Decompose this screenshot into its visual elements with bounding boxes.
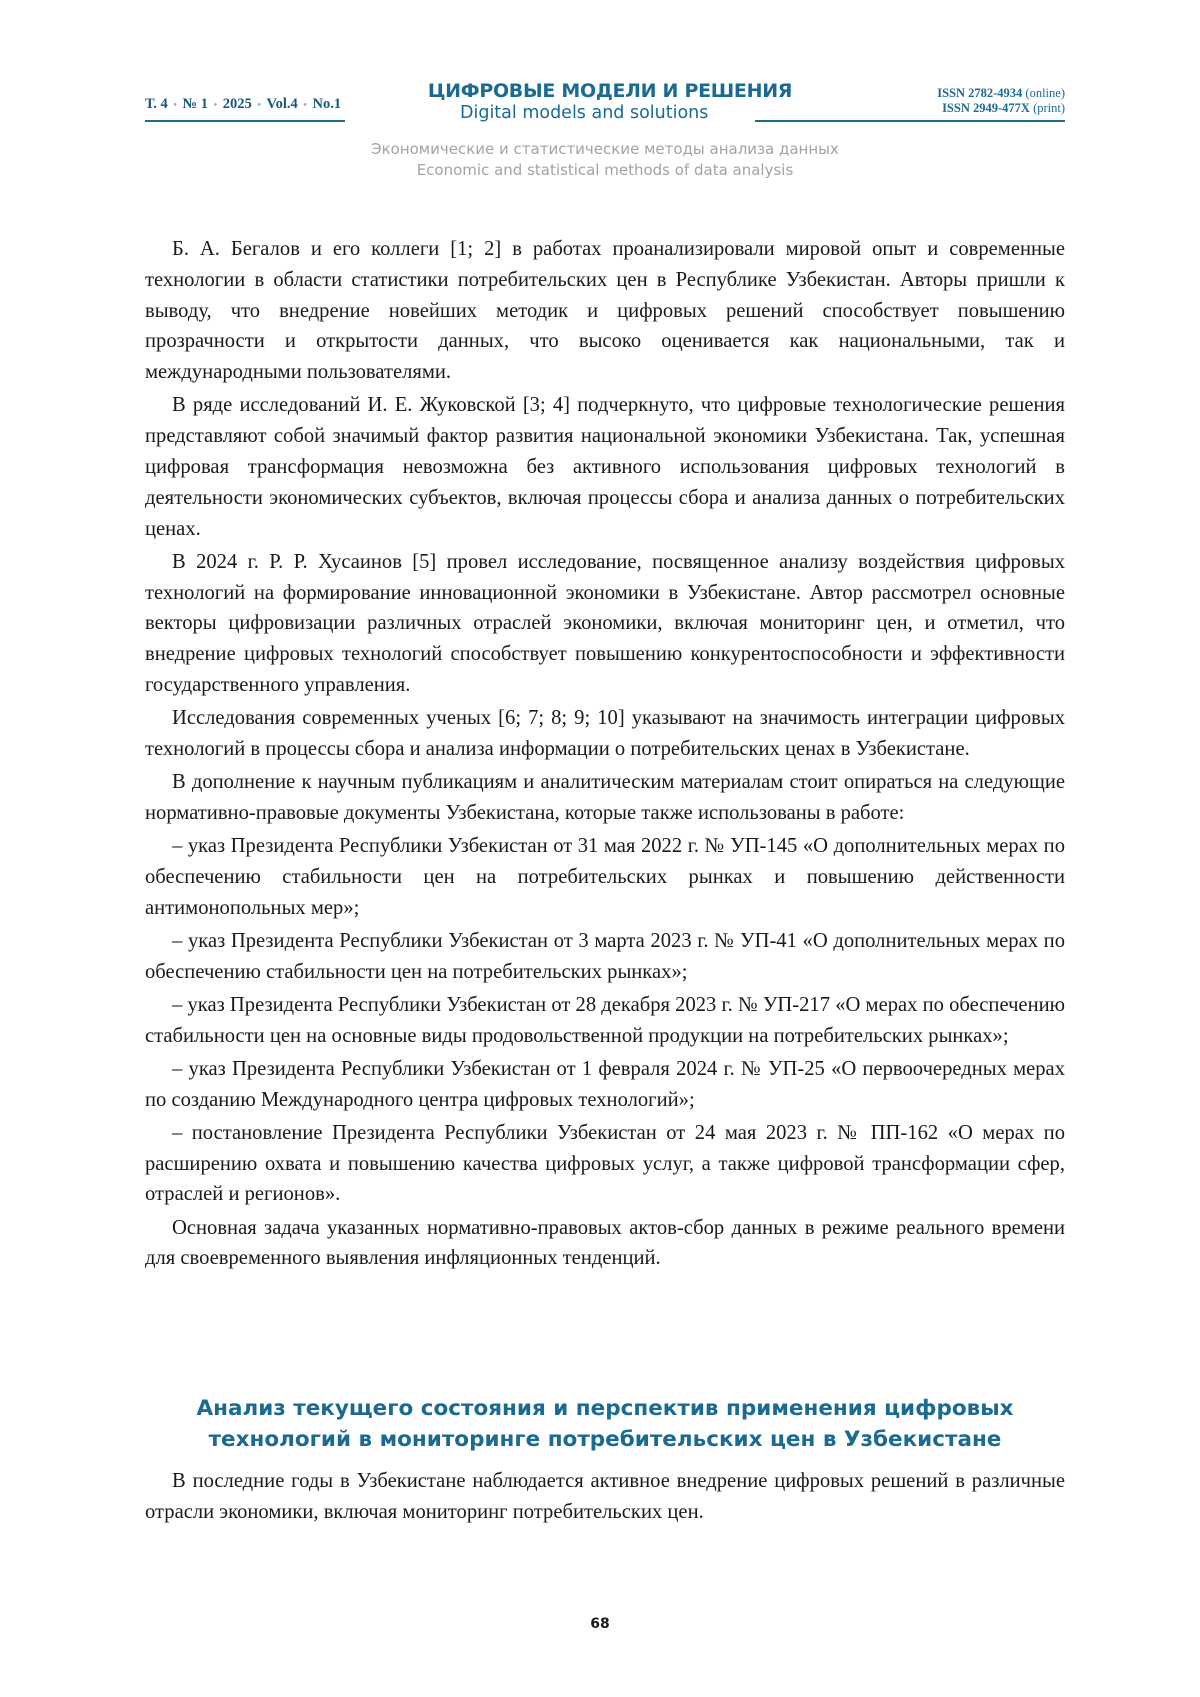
issn-block [937, 86, 1065, 116]
header-rule-left [145, 120, 345, 122]
paragraph: Исследования современных ученых [6; 7; 8; 9; 10] указывают на значимость интеграции цифровых технологий в процессы сбора и анализа информации о потребительских ценах в Узбекистане. [145, 707, 1065, 760]
paragraph: В 2024 г. Р. Р. Хусаинов [5] провел исследование, посвященное анализу воздействия цифровых технологий на формирование инновационной экономики в Узбекистане. Автор рассмотрел основные векторы цифровизации различных отраслей экономики, включая мониторинг цен, и отметил, что внедрение цифровых технологий способствует повышению конкурентоспособности и эффективности государственного управления. [145, 550, 1065, 696]
list-item: – постановление Президента Республики Узбекистан от 24 мая 2023 г. № ПП-162 «О мерах по расширению охвата и повышению качества цифровых услуг, а также цифровой трансформации сфер, отраслей и регионов». [145, 1121, 1065, 1206]
issn-print-number: ISSN 2949-477X [942, 101, 1030, 115]
journal-title-en: Digital models and solutions [460, 103, 709, 123]
issn-print [937, 101, 1065, 116]
paragraph: В ряде исследований И. Е. Жуковской [3; 4] подчеркнуто, что цифровые технологические решения представляют собой значимый фактор развития национальной экономики Узбекистана. Так, успешная цифровая трансформация невозможна без активного использования цифровых технологий в деятельности экономических субъектов, включая процессы сбора и анализа данных о потребительских ценах. [145, 394, 1065, 540]
paragraph: В дополнение к научным публикациям и аналитическим материалам стоит опираться на следующие нормативно-правовые документы Узбекистана, которые также использованы в работе: [145, 771, 1065, 824]
list-item: – указ Президента Республики Узбекистан от 3 марта 2023 г. № УП-41 «О дополнительных мерах по обеспечению стабильности цен на потребительских рынках»; [145, 929, 1065, 983]
section-heading-line1: Анализ текущего состояния и перспектив применения цифровых [196, 1396, 1014, 1421]
section-heading-line2: технологий в мониторинге потребительских цен в Узбекистане [208, 1427, 1002, 1452]
section-title-en: Economic and statistical methods of data analysis [416, 161, 794, 179]
issn-online [937, 86, 1065, 101]
section-title-ru: Экономические и статистические методы анализа данных [371, 140, 839, 158]
section-heading [145, 1393, 1065, 1455]
list-item: – указ Президента Республики Узбекистан от 31 мая 2022 г. № УП-145 «О дополнительных мерах по обеспечению стабильности цен на потребительских рынках и повышению действенности антимонопольных мер»; [145, 835, 1065, 919]
paragraph: Б. А. Бегалов и его коллеги [1; 2] в работах проанализировали мировой опыт и современные технологии в области статистики потребительских цен в Республике Узбекистан. Авторы пришли к выводу, что внедрение новейших методик и цифровых решений способствует повышению прозрачности и открытости данных, что высоко оценивается как национальными, так и международными пользователями. [145, 238, 1065, 384]
separator-dot: • [173, 100, 177, 111]
journal-title [420, 80, 800, 124]
list-item: – указ Президента Республики Узбекистан от 1 февраля 2024 г. № УП-25 «О первоочередных мерах по созданию Международного центра цифровых технологий»; [145, 1057, 1065, 1111]
article-body-continued [145, 1466, 1065, 1528]
journal-title-ru: ЦИФРОВЫЕ МОДЕЛИ И РЕШЕНИЯ [427, 80, 793, 102]
article-body [145, 234, 1065, 1277]
issn-print-label: (print) [1033, 101, 1065, 115]
issue-en: No.1 [312, 96, 342, 112]
issue-ru: № 1 [182, 96, 208, 112]
separator-dot: • [213, 100, 218, 111]
issn-online-number: ISSN 2782-4934 [937, 86, 1023, 100]
list-item: – указ Президента Республики Узбекистан от 28 декабря 2023 г. № УП-217 «О мерах по обеспечению стабильности цен на основные виды продовольственной продукции на потребительских рынках»; [145, 993, 1065, 1047]
separator-dot: • [303, 100, 307, 111]
header-rule-right [755, 120, 1065, 122]
paragraph: Основная задача указанных нормативно-правовых актов-сбор данных в режиме реального времени для своевременного выявления инфляционных тенденций. [145, 1216, 1065, 1270]
volume-ru: Т. 4 [145, 96, 168, 112]
page-number: 68 [590, 1616, 610, 1632]
section-title [145, 139, 1065, 181]
journal-header [145, 80, 1065, 130]
issue-info [145, 96, 341, 113]
issue-year: 2025 [222, 96, 252, 112]
volume-en: Vol.4 [266, 96, 298, 112]
paragraph: В последние годы в Узбекистане наблюдается активное внедрение цифровых решений в различные отрасли экономики, включая мониторинг потребительских цен. [145, 1470, 1065, 1523]
separator-dot: • [257, 100, 261, 111]
issn-online-label: (online) [1025, 86, 1065, 100]
